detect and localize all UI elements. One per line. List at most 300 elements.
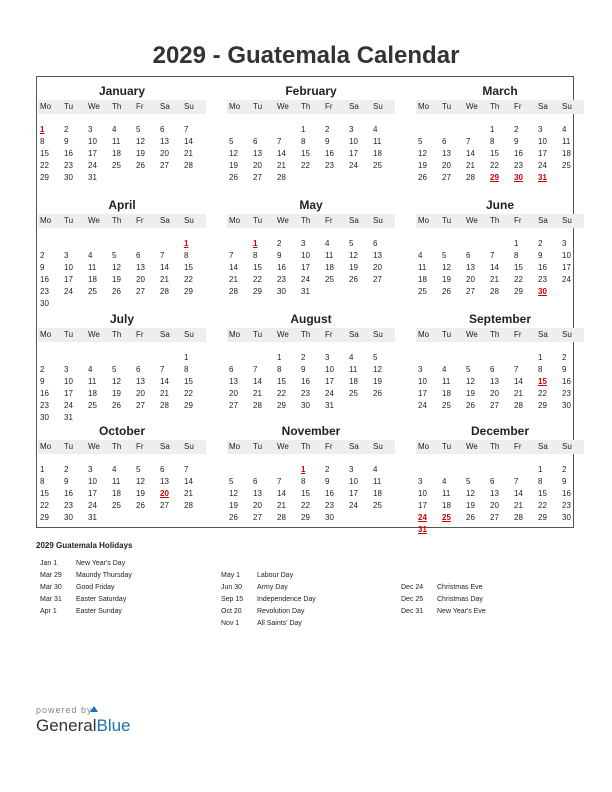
day-cell: 9 [325,477,330,486]
day-cell: 12 [136,477,145,486]
day-cell: 25 [112,501,121,510]
day-cell: 28 [490,287,499,296]
day-cell: 20 [373,263,382,272]
day-cell: 12 [466,377,475,386]
day-cell: 27 [490,401,499,410]
day-cell: 4 [442,365,447,374]
weekday-header: Tu [62,440,86,454]
day-empty [488,464,512,476]
day-cell: 16 [40,389,49,398]
month-may [227,198,395,298]
day-cell: 19 [229,501,238,510]
holiday-row [401,582,486,594]
weekday-header: Su [182,100,206,114]
holiday-date: Jan 1 [40,560,58,567]
weekday-header: We [86,440,110,454]
day-cell: 16 [325,149,334,158]
day-cell: 31 [88,513,97,522]
day-cell: 15 [490,149,499,158]
holiday-date: Oct 20 [221,608,242,615]
day-cell: 8 [301,477,306,486]
day-cell: 14 [277,149,286,158]
day-cell: 13 [229,377,238,386]
day-cell: 25 [373,501,382,510]
day-cell: 13 [160,137,169,146]
month-name: September [468,312,532,326]
header-gap [227,452,395,456]
day-cell: 18 [88,275,97,284]
day-cell: 28 [466,173,475,182]
day-cell: 26 [373,389,382,398]
header-gap [227,112,395,116]
month-name: February [285,84,337,98]
day-cell: 27 [373,275,382,284]
day-cell: 16 [562,377,571,386]
day-cell: 1 [514,239,519,248]
month-august [227,312,395,412]
weekday-header: Fr [512,214,536,228]
day-cell: 16 [301,377,310,386]
weekday-header: Th [299,214,323,228]
weekday-header: Mo [416,100,440,114]
day-empty [416,352,440,364]
header-gap [38,112,206,116]
day-cell: 6 [160,465,165,474]
day-cell: 30 [40,299,49,308]
day-empty [416,238,440,250]
day-cell: 28 [229,287,238,296]
day-cell: 27 [253,173,262,182]
day-cell: 19 [349,263,358,272]
day-cell: 22 [253,275,262,284]
day-cell: 12 [373,365,382,374]
day-cell: 14 [160,377,169,386]
day-empty [110,352,134,364]
day-cell: 28 [514,401,523,410]
day-cell: 19 [373,377,382,386]
day-cell: 17 [418,389,427,398]
day-cell: 26 [349,275,358,284]
day-cell: 4 [442,477,447,486]
day-cell: 24 [88,161,97,170]
day-cell: 18 [112,489,121,498]
month-december [416,424,584,536]
day-cell: 26 [229,513,238,522]
day-cell: 2 [562,465,567,474]
holiday-date: Sep 15 [221,596,244,603]
brand-triangle-icon [90,706,98,712]
day-cell: 5 [349,239,354,248]
day-cell: 29 [184,287,193,296]
weekday-header: We [464,214,488,228]
weekday-header: Th [299,440,323,454]
day-cell: 10 [88,137,97,146]
day-cell: 27 [229,401,238,410]
powered-by-text: powered by [36,705,93,715]
day-cell: 20 [160,149,169,158]
day-cell: 6 [490,477,495,486]
weekday-header: Th [299,328,323,342]
weekday-header: We [86,100,110,114]
day-cell: 29 [514,287,523,296]
day-cell: 27 [160,161,169,170]
month-grid [227,100,395,184]
day-cell: 29 [277,401,286,410]
weekday-header: Mo [416,214,440,228]
day-cell: 4 [562,125,567,134]
day-cell: 15 [301,489,310,498]
weekday-header: We [464,328,488,342]
day-cell: 20 [136,275,145,284]
day-cell: 8 [301,137,306,146]
month-march [416,84,584,184]
day-cell: 22 [184,275,193,284]
weekday-header: Th [488,440,512,454]
day-cell: 21 [277,161,286,170]
day-empty [512,464,536,476]
day-cell: 6 [136,365,141,374]
day-cell: 20 [229,389,238,398]
day-cell: 30 [562,401,571,410]
day-cell: 10 [349,477,358,486]
weekday-header: Su [371,100,395,114]
day-cell: 26 [418,173,427,182]
day-cell: 5 [373,353,378,362]
holiday-name: Revolution Day [257,608,305,615]
day-cell: 8 [253,251,258,260]
day-cell: 16 [64,149,73,158]
day-empty [110,238,134,250]
holiday-day-cell: 20 [160,489,169,498]
day-cell: 26 [112,401,121,410]
day-cell: 29 [40,513,49,522]
weekday-header: Sa [158,100,182,114]
weekday-header: Fr [512,328,536,342]
weekday-header: Tu [440,440,464,454]
day-cell: 12 [229,489,238,498]
holiday-column [221,570,316,630]
day-cell: 27 [160,501,169,510]
day-cell: 2 [325,465,330,474]
weekday-header: Th [488,328,512,342]
weekday-header: Mo [416,440,440,454]
day-cell: 3 [88,125,93,134]
header-gap [227,340,395,344]
day-cell: 23 [325,161,334,170]
day-cell: 4 [325,239,330,248]
day-cell: 22 [184,389,193,398]
day-cell: 5 [466,477,471,486]
day-cell: 13 [442,149,451,158]
day-empty [440,238,464,250]
day-cell: 5 [136,125,141,134]
month-grid [227,214,395,298]
holiday-day-cell: 29 [490,173,499,182]
day-cell: 22 [40,501,49,510]
day-cell: 23 [514,161,523,170]
brand-logo[interactable] [36,716,131,736]
day-cell: 9 [538,251,543,260]
day-cell: 11 [562,137,571,146]
day-cell: 30 [64,513,73,522]
day-cell: 18 [442,389,451,398]
day-cell: 17 [301,263,310,272]
day-empty [440,464,464,476]
weekday-header: Tu [62,328,86,342]
day-cell: 8 [184,251,189,260]
weekday-header: Fr [134,214,158,228]
day-cell: 12 [136,137,145,146]
month-grid [227,440,395,524]
day-cell: 10 [64,377,73,386]
page-title: 2029 - Guatemala Calendar [152,42,460,69]
day-cell: 20 [253,501,262,510]
day-empty [275,124,299,136]
holiday-date: Dec 25 [401,596,424,603]
day-cell: 29 [184,401,193,410]
day-cell: 7 [184,125,189,134]
day-cell: 13 [253,149,262,158]
month-name: October [98,424,145,438]
day-cell: 11 [112,137,121,146]
day-cell: 31 [64,413,73,422]
day-empty [227,352,251,364]
holiday-day-cell: 30 [514,173,523,182]
holiday-name: Independence Day [257,596,316,603]
day-cell: 30 [301,401,310,410]
weekday-header: Sa [347,100,371,114]
month-grid [416,440,584,536]
day-empty [134,238,158,250]
day-cell: 15 [538,489,547,498]
day-cell: 18 [373,149,382,158]
month-september [416,312,584,412]
day-empty [158,352,182,364]
day-cell: 3 [418,477,423,486]
day-cell: 27 [136,401,145,410]
day-cell: 13 [253,489,262,498]
holiday-row [40,570,132,582]
day-cell: 1 [301,125,306,134]
weekday-header: Su [560,328,584,342]
day-cell: 8 [490,137,495,146]
weekday-header: Mo [227,100,251,114]
day-cell: 19 [418,161,427,170]
day-cell: 16 [325,489,334,498]
day-cell: 17 [64,275,73,284]
weekday-header: Th [488,214,512,228]
day-cell: 6 [229,365,234,374]
day-empty [62,238,86,250]
holiday-day-cell: 24 [418,513,427,522]
month-name: July [109,312,134,326]
holiday-row [221,594,316,606]
weekday-header: Su [371,328,395,342]
day-cell: 5 [466,365,471,374]
weekday-header: Th [110,214,134,228]
day-cell: 1 [277,353,282,362]
day-cell: 7 [160,365,165,374]
day-cell: 29 [253,287,262,296]
day-cell: 13 [136,263,145,272]
day-cell: 8 [538,477,543,486]
holiday-row [221,582,316,594]
day-cell: 20 [136,389,145,398]
day-empty [227,238,251,250]
holiday-day-cell: 15 [538,377,547,386]
day-cell: 5 [112,365,117,374]
day-cell: 2 [277,239,282,248]
day-cell: 4 [418,251,423,260]
day-cell: 14 [160,263,169,272]
day-cell: 9 [64,477,69,486]
day-cell: 17 [88,489,97,498]
day-cell: 8 [538,365,543,374]
day-cell: 24 [88,501,97,510]
weekday-header: Sa [536,328,560,342]
weekday-header: Sa [158,328,182,342]
day-cell: 7 [514,477,519,486]
day-empty [464,238,488,250]
day-cell: 21 [277,501,286,510]
weekday-header: Fr [323,328,347,342]
month-name: November [281,424,341,438]
day-cell: 19 [136,149,145,158]
weekday-header: Th [110,100,134,114]
month-february [227,84,395,184]
day-cell: 9 [40,263,45,272]
holiday-name: Maundy Thursday [76,572,132,579]
header-gap [416,452,584,456]
month-name: December [470,424,530,438]
holiday-name: Army Day [257,584,288,591]
day-cell: 21 [229,275,238,284]
holiday-name: Easter Sunday [76,608,122,615]
holiday-day-cell: 31 [538,173,547,182]
day-cell: 3 [562,239,567,248]
day-cell: 22 [277,389,286,398]
day-empty [275,464,299,476]
weekday-header: We [464,100,488,114]
holiday-row [40,594,132,606]
weekday-header: Th [488,100,512,114]
weekday-header: Su [182,328,206,342]
month-january [38,84,206,184]
day-cell: 2 [301,353,306,362]
weekday-header: Tu [62,214,86,228]
weekday-header: Mo [227,214,251,228]
day-cell: 12 [418,149,427,158]
holiday-date: Mar 30 [40,584,62,591]
month-april [38,198,206,310]
day-cell: 9 [562,477,567,486]
day-cell: 4 [373,465,378,474]
day-cell: 27 [490,513,499,522]
day-cell: 2 [40,365,45,374]
day-cell: 21 [160,275,169,284]
holiday-row [40,606,132,618]
day-cell: 31 [88,173,97,182]
day-cell: 8 [184,365,189,374]
day-cell: 24 [418,401,427,410]
day-cell: 10 [64,263,73,272]
day-cell: 6 [253,137,258,146]
day-cell: 21 [514,389,523,398]
weekday-header: Tu [251,440,275,454]
day-cell: 21 [253,389,262,398]
day-cell: 12 [112,377,121,386]
day-cell: 13 [160,477,169,486]
weekday-header: Su [182,214,206,228]
day-cell: 18 [562,149,571,158]
day-cell: 9 [277,251,282,260]
day-cell: 24 [64,401,73,410]
day-cell: 7 [253,365,258,374]
day-cell: 17 [88,149,97,158]
day-cell: 19 [442,275,451,284]
day-cell: 8 [277,365,282,374]
day-cell: 7 [466,137,471,146]
day-cell: 3 [538,125,543,134]
day-cell: 11 [88,377,97,386]
day-empty [86,238,110,250]
day-cell: 14 [466,149,475,158]
holiday-name: Christmas Eve [437,584,483,591]
day-cell: 2 [64,465,69,474]
holiday-day-cell: 25 [442,513,451,522]
day-cell: 28 [277,173,286,182]
day-cell: 21 [514,501,523,510]
month-name: June [485,198,514,212]
day-cell: 14 [229,263,238,272]
holiday-row [401,594,486,606]
holiday-day-cell: 1 [253,239,258,248]
holiday-row [401,606,486,618]
month-grid [38,440,206,524]
holiday-name: New Year's Day [76,560,126,567]
month-name: March [482,84,518,98]
day-cell: 13 [466,263,475,272]
day-cell: 28 [184,501,193,510]
day-cell: 6 [490,365,495,374]
month-grid [38,100,206,184]
weekday-header: Tu [251,214,275,228]
day-cell: 3 [64,365,69,374]
day-cell: 25 [112,161,121,170]
day-cell: 19 [466,501,475,510]
day-cell: 21 [490,275,499,284]
weekday-header: Mo [227,328,251,342]
day-cell: 30 [40,413,49,422]
day-cell: 24 [349,501,358,510]
day-cell: 1 [40,465,45,474]
weekday-header: Su [560,440,584,454]
weekday-header: We [275,440,299,454]
day-cell: 14 [514,377,523,386]
day-cell: 3 [301,239,306,248]
day-cell: 10 [538,137,547,146]
day-cell: 2 [325,125,330,134]
day-cell: 19 [112,275,121,284]
holiday-row [221,606,316,618]
weekday-header: Fr [512,440,536,454]
weekday-header: Mo [38,214,62,228]
day-cell: 21 [184,149,193,158]
day-cell: 23 [562,389,571,398]
month-october [38,424,206,524]
month-name: January [98,84,146,98]
day-cell: 16 [562,489,571,498]
